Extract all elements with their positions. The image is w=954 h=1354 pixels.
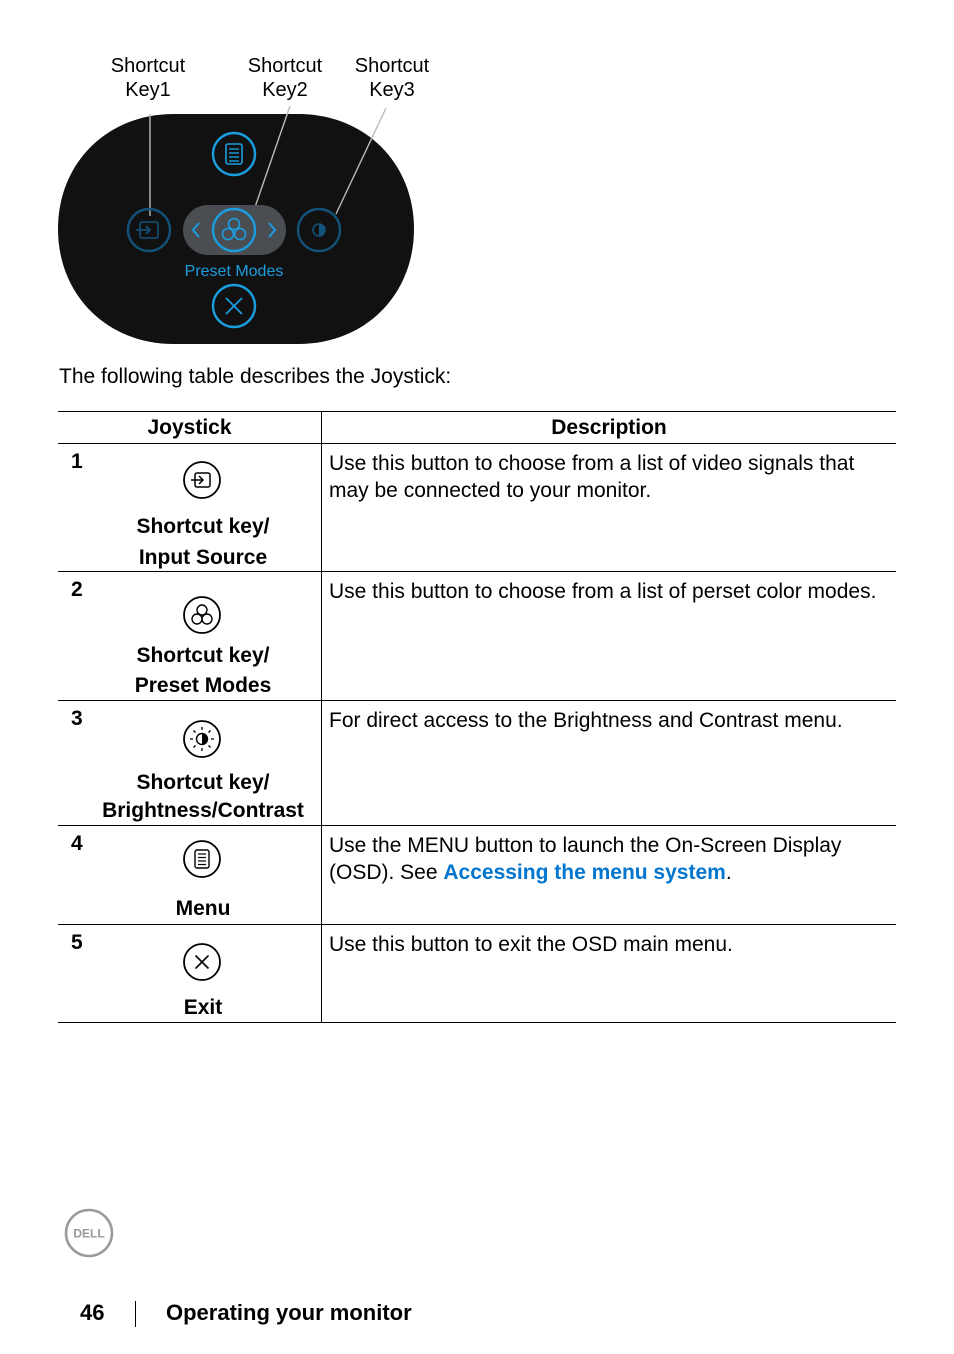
section-title: Operating your monitor	[166, 1300, 412, 1325]
row-label-sub: Brightness/Contrast	[102, 799, 304, 822]
table-row	[58, 826, 896, 925]
osd-selected-label: Preset Modes	[184, 263, 284, 280]
shortcut-key1-label: Shortcut Key1	[110, 55, 186, 101]
exit-icon	[182, 942, 222, 982]
intro-text: The following table describes the Joystick:	[59, 365, 452, 388]
row-description: Use this button to exit the OSD main menu.	[329, 933, 733, 956]
page-number: 46	[80, 1300, 105, 1325]
row-number: 2	[71, 578, 83, 601]
row-number: 3	[71, 707, 83, 730]
header-description: Description	[322, 412, 897, 444]
input-source-icon	[182, 460, 222, 500]
table-row	[58, 925, 896, 1023]
row-label: Shortcut key/	[136, 771, 270, 794]
row-label: Menu	[175, 897, 231, 920]
row-label-sub: Input Source	[138, 546, 268, 569]
row-description: Use this button to choose from a list of perset color modes.	[329, 580, 877, 603]
table-row	[58, 701, 896, 826]
table-header-row	[58, 412, 896, 444]
row-number: 1	[71, 450, 83, 473]
table-row	[58, 444, 896, 572]
joystick-osd-diagram	[56, 104, 416, 352]
footer-divider	[135, 1301, 136, 1327]
header-joystick: Joystick	[58, 412, 322, 444]
row-label: Shortcut key/	[136, 644, 270, 667]
row-number: 4	[71, 832, 83, 855]
accessing-menu-link[interactable]: Accessing the menu system	[443, 861, 726, 884]
joystick-table	[58, 411, 896, 1023]
row-number: 5	[71, 931, 83, 954]
row-description: For direct access to the Brightness and Contrast menu.	[329, 709, 843, 732]
svg-text:DELL: DELL	[73, 1226, 105, 1241]
shortcut-key2-label: Shortcut Key2	[247, 55, 323, 101]
brightness-contrast-icon	[182, 719, 222, 759]
table-row	[58, 572, 896, 701]
row-label: Exit	[183, 996, 223, 1019]
row-description: Use the MENU button to launch the On-Screen Display (OSD). See Accessing the menu system.	[329, 834, 842, 884]
shortcut-key3-label: Shortcut Key3	[354, 55, 430, 101]
row-label-sub: Preset Modes	[134, 674, 272, 697]
dell-logo	[63, 1207, 115, 1259]
row-label: Shortcut key/	[136, 515, 270, 538]
menu-icon	[182, 839, 222, 879]
row-description: Use this button to choose from a list of video signals that may be connected to your monitor.	[329, 452, 855, 502]
preset-modes-icon	[182, 595, 222, 635]
